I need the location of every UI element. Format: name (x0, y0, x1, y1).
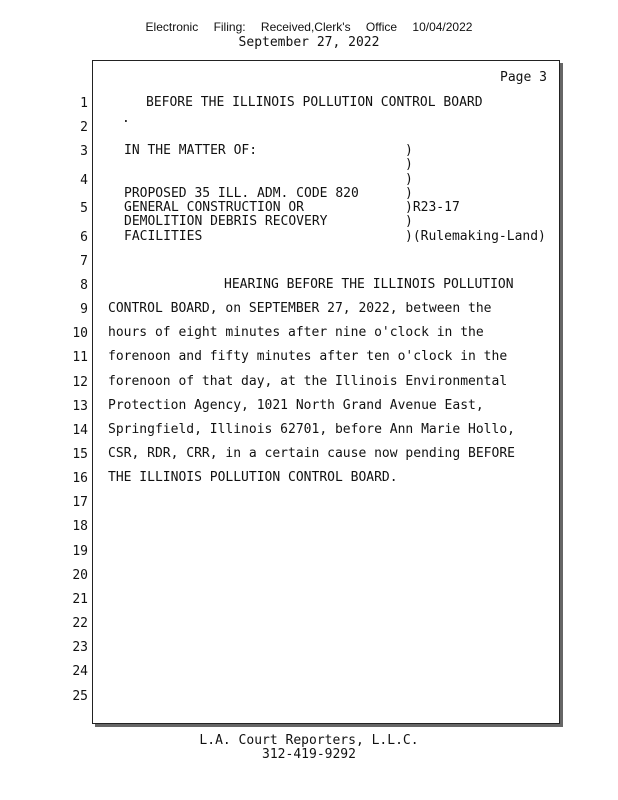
body-line: hours of eight minutes after nine o'clock in the (108, 325, 484, 340)
line-number: 6 (80, 230, 88, 245)
line-number: 16 (72, 471, 88, 486)
board-heading: BEFORE THE ILLINOIS POLLUTION CONTROL BOARD (146, 95, 483, 110)
electronic-filing-stamp (0, 20, 618, 34)
caption-paren: ) (405, 157, 413, 172)
body-line: Springfield, Illinois 62701, before Ann Marie Hollo, (108, 422, 515, 437)
line-number: 17 (72, 495, 88, 510)
line-number: 12 (72, 375, 88, 390)
stamp-part: Filing: (213, 20, 246, 34)
line-number: 24 (72, 664, 88, 679)
line-number: 4 (80, 173, 88, 188)
line-number: 13 (72, 399, 88, 414)
caption-paren: ) (405, 214, 413, 229)
line-number: 11 (72, 350, 88, 365)
line-number: 18 (72, 519, 88, 534)
stamp-part: Office (365, 20, 398, 34)
body-line: forenoon of that day, at the Illinois Environmental (108, 374, 508, 389)
caption-paren: ) (405, 172, 413, 187)
page-number: Page 3 (500, 70, 547, 85)
line-number: 2 (80, 120, 88, 135)
line-number: 9 (80, 302, 88, 317)
docket-number: )R23-17 (405, 200, 460, 215)
body-line: forenoon and fifty minutes after ten o'clock in the (108, 349, 508, 364)
body-line: THE ILLINOIS POLLUTION CONTROL BOARD. (108, 470, 398, 485)
caption-line: PROPOSED 35 ILL. ADM. CODE 820 (124, 186, 359, 201)
body-line: CSR, RDR, CRR, in a certain cause now pending BEFORE (108, 446, 515, 461)
caption-paren: ) (405, 143, 413, 158)
line-number: 23 (72, 640, 88, 655)
reporter-phone: 312-419-9292 (262, 747, 356, 762)
line-number: 8 (80, 278, 88, 293)
line-number: 15 (72, 447, 88, 462)
line-number: 20 (72, 568, 88, 583)
stamp-part: Received,Clerk's (260, 20, 351, 34)
caption-line: DEMOLITION DEBRIS RECOVERY (124, 214, 328, 229)
line-number: 21 (72, 592, 88, 607)
stray-mark: . (122, 111, 130, 126)
caption-matter: IN THE MATTER OF: (124, 143, 258, 158)
hearing-date: September 27, 2022 (238, 35, 380, 50)
body-line: HEARING BEFORE THE ILLINOIS POLLUTION (224, 277, 514, 292)
line-number: 14 (72, 423, 88, 438)
body-line: Protection Agency, 1021 North Grand Avenue East, (108, 398, 484, 413)
caption-line: GENERAL CONSTRUCTION OR (124, 200, 305, 215)
line-number: 1 (80, 96, 88, 111)
stamp-part: Electronic (145, 20, 199, 34)
reporter-firm: L.A. Court Reporters, L.L.C. (199, 733, 419, 748)
line-number: 7 (80, 254, 88, 269)
transcript-page (92, 60, 560, 724)
rulemaking-type: )(Rulemaking-Land) (405, 229, 546, 244)
line-number: 22 (72, 616, 88, 631)
line-number: 25 (72, 689, 88, 704)
stamp-part: 10/04/2022 (412, 20, 473, 34)
line-number: 19 (72, 544, 88, 559)
line-number: 3 (80, 144, 88, 159)
body-line: CONTROL BOARD, on SEPTEMBER 27, 2022, between the (108, 301, 492, 316)
caption-paren: ) (405, 186, 413, 201)
caption-line: FACILITIES (124, 229, 203, 244)
line-number: 5 (80, 201, 88, 216)
line-number: 10 (72, 326, 88, 341)
